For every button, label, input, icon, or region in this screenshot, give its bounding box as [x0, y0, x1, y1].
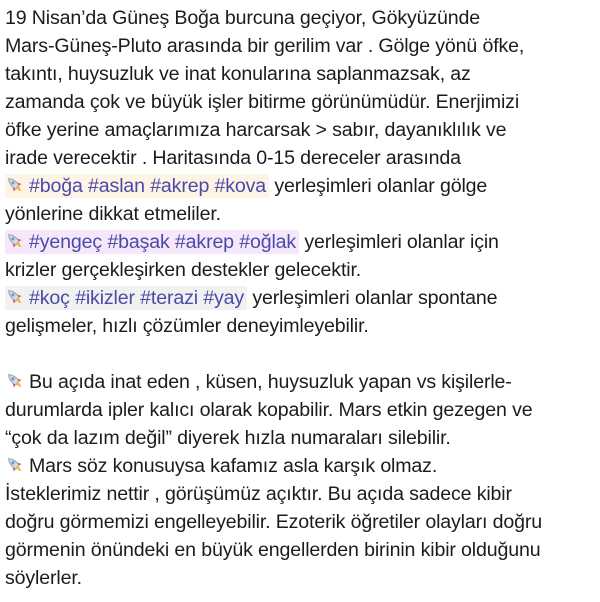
rocket-icon — [5, 175, 25, 195]
text-line — [5, 172, 597, 200]
sign-group-3 — [5, 284, 597, 340]
hashtag-link[interactable]: #başak — [107, 231, 170, 253]
text-line — [5, 284, 597, 312]
rocket-icon — [5, 231, 25, 251]
text-line: 19 Nisan’da Güneş Boğa burcuna geçiyor, Gökyüzünde — [5, 7, 481, 29]
text-segment: yerleşimleri olanlar gölge — [269, 175, 488, 197]
hashtag-link[interactable]: #aslan — [88, 175, 145, 197]
text-line: öfke yerine amaçlarımıza harcarsak > sabır, dayanıklılık ve — [5, 119, 507, 141]
text-segment: yerleşimleri olanlar spontane — [247, 287, 498, 309]
note-paragraph-2 — [5, 452, 597, 592]
hashtag-link[interactable]: #yay — [203, 287, 245, 309]
rocket-icon — [5, 287, 25, 307]
text-line — [5, 368, 597, 396]
text-line: zamanda çok ve büyük işler bitirme görünümüdür. Enerjimizi — [5, 91, 520, 113]
rocket-icon — [5, 455, 25, 475]
note-paragraph-1 — [5, 368, 597, 452]
text-line: yönlerine dikkat etmeliler. — [5, 203, 221, 225]
hashtag-link[interactable]: #ikizler — [75, 287, 135, 309]
hashtag-link[interactable]: #yengeç — [29, 231, 103, 253]
text-line: görmenin önündeki en büyük engellerden birinin kibir olduğunu — [5, 539, 541, 561]
text-line: durumlarda ipler kalıcı olarak kopabilir. Mars etkin gezegen ve — [5, 399, 533, 421]
hashtag-link[interactable]: #akrep — [150, 175, 210, 197]
rocket-icon — [5, 371, 25, 391]
text-segment: Bu açıda inat eden , küsen, huysuzluk yapan vs kişilerle- — [29, 371, 512, 393]
text-line: İsteklerimiz nettir , görüşümüz açıktır. Bu açıda sadece kibir — [5, 483, 512, 505]
sign-group-1 — [5, 172, 597, 228]
hashtag-link[interactable]: #oğlak — [239, 231, 297, 253]
paragraph-spacer — [5, 340, 597, 368]
sign-group-2 — [5, 228, 597, 284]
text-line — [5, 452, 597, 480]
text-line: söylerler. — [5, 567, 82, 589]
hashtag-highlight — [5, 174, 269, 198]
text-line: takıntı, huysuzluk ve inat konularına saplanmazsak, az — [5, 63, 471, 85]
text-line: gelişmeler, hızlı çözümler deneyimleyebilir. — [5, 315, 369, 337]
hashtag-link[interactable]: #akrep — [174, 231, 234, 253]
hashtag-link[interactable]: #koç — [29, 287, 70, 309]
hashtag-link[interactable]: #terazi — [140, 287, 198, 309]
hashtag-highlight — [5, 230, 299, 254]
intro-paragraph — [5, 4, 597, 172]
hashtag-link[interactable]: #boğa — [29, 175, 83, 197]
text-line: krizler gerçekleşirken destekler gelecektir. — [5, 259, 362, 281]
text-line: Mars-Güneş-Pluto arasında bir gerilim var . Gölge yönü öfke, — [5, 35, 525, 57]
hashtag-link[interactable]: #kova — [214, 175, 267, 197]
text-segment: yerleşimleri olanlar için — [299, 231, 499, 253]
text-segment: Mars söz konusuysa kafamız asla karşık olmaz. — [29, 455, 438, 477]
post-text — [5, 4, 597, 592]
text-line: irade verecektir . Haritasında 0-15 dereceler arasında — [5, 147, 461, 169]
hashtag-highlight — [5, 286, 247, 310]
text-line: “çok da lazım değil” diyerek hızla numaraları silebilir. — [5, 427, 451, 449]
text-line: doğru görmemizi engelleyebilir. Ezoterik öğretiler olayları doğru — [5, 511, 542, 533]
text-line — [5, 228, 597, 256]
